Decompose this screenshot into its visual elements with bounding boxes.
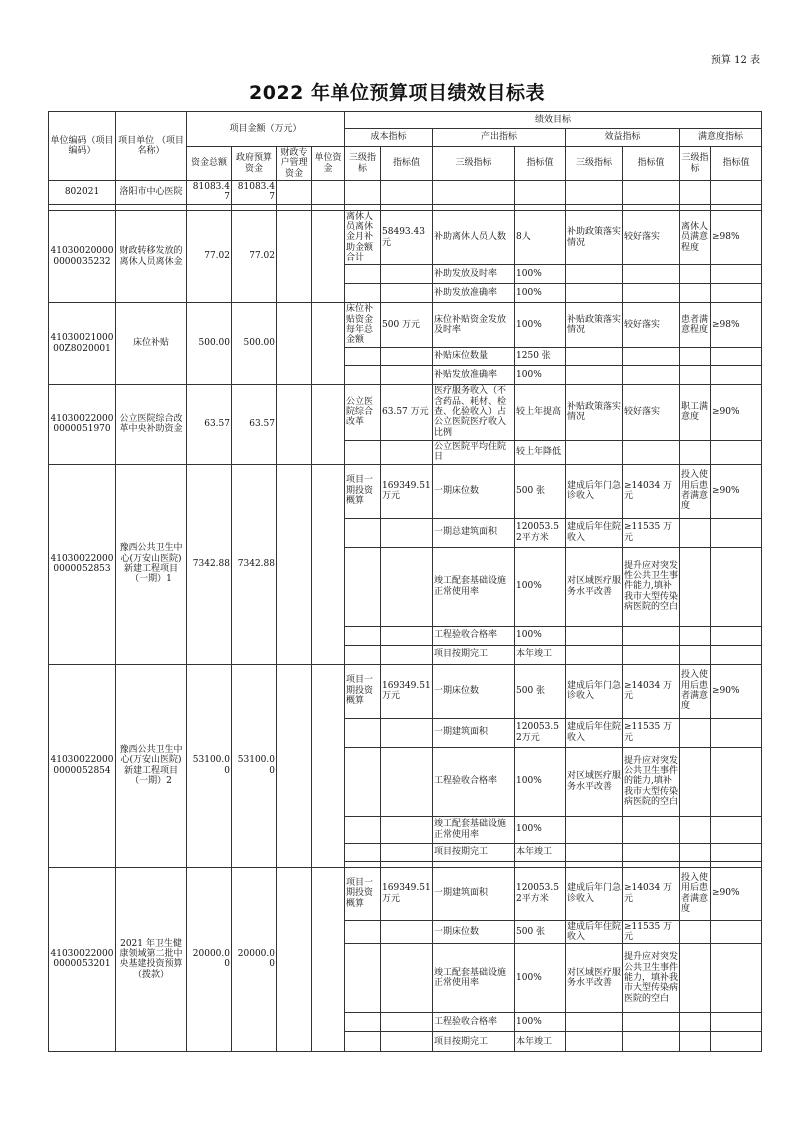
output-indicator: 项目按期完工 — [433, 645, 515, 664]
header-l3: 三级指标 — [680, 147, 711, 181]
output-indicator: 补助发放准确率 — [433, 284, 515, 303]
benefit-indicator: 建成后年住院收入 — [567, 921, 622, 942]
output-value: 100% — [515, 747, 566, 816]
benefit-value: ≥11535 万元 — [623, 518, 680, 547]
output-value: 120053.52万元 — [515, 718, 566, 747]
cost-indicator: 公立医院综合改革 — [345, 384, 381, 440]
output-value: 100% — [515, 944, 566, 1013]
satisfaction-value: ≥98% — [711, 303, 762, 347]
output-value: 本年竣工 — [515, 843, 566, 861]
header-gov: 政府预算资金 — [232, 147, 277, 181]
header-output: 产出指标 — [433, 129, 566, 147]
project-code: 410300220000000052854 — [49, 664, 116, 867]
benefit-value: 较好落实 — [623, 303, 680, 347]
header-cost: 成本指标 — [345, 129, 433, 147]
benefit-value: ≥11535 万元 — [623, 920, 680, 944]
benefit-indicator: 建成后年门急诊收入 — [566, 664, 623, 718]
output-value: 120053.52平方米 — [515, 518, 566, 547]
satisfaction-value: ≥90% — [711, 464, 762, 518]
cost-indicator: 离休人员离休金月补助金额合计 — [345, 210, 381, 265]
project-code: 410300200000000035232 — [49, 210, 116, 303]
output-indicator: 一期建筑面积 — [433, 718, 515, 747]
project-name: 床位补贴 — [116, 303, 187, 384]
benefit-indicator: 补助政策落实情况 — [566, 210, 623, 265]
header-total: 资金总额 — [187, 147, 232, 181]
benefit-value: 较好落实 — [623, 210, 680, 265]
output-indicator: 工程验收合格率 — [433, 1013, 515, 1032]
project-code: 410300220000000053201 — [49, 867, 116, 1052]
project-code: 410300220000000051970 — [49, 384, 116, 464]
output-value: 100% — [515, 626, 566, 645]
project-name: 公立医院综合改革中央补助资金 — [116, 384, 187, 464]
page-title: 2022 年单位预算项目绩效目标表 — [249, 82, 545, 104]
unit-total: 81083.47 — [187, 181, 232, 205]
output-indicator: 一期床位数 — [433, 464, 515, 518]
header-performance: 绩效目标 — [345, 112, 762, 129]
project-code: 410300220000000052853 — [49, 464, 116, 664]
benefit-value: ≥14034 万元 — [623, 867, 680, 920]
project-name: 豫西公共卫生中心(万安山医院)新建工程项目（一期）2 — [116, 664, 187, 867]
output-indicator: 一期床位数 — [433, 920, 515, 944]
table-row — [49, 303, 762, 347]
output-value: 较上年降低 — [515, 440, 566, 464]
benefit-indicator: 补贴政策落实情况 — [566, 303, 623, 347]
cost-value: 169349.51万元 — [381, 664, 433, 718]
header-value: 指标值 — [623, 147, 680, 181]
header-satisfaction: 满意度指标 — [680, 129, 762, 147]
satisfaction-value: ≥98% — [711, 210, 762, 265]
cost-indicator: 床位补贴资金每年总金额 — [345, 303, 381, 347]
benefit-indicator: 建成后年住院收入 — [566, 518, 623, 547]
output-indicator: 竣工配套基础设施正常使用率 — [433, 944, 515, 1013]
table-row — [49, 181, 762, 205]
table-row — [49, 384, 762, 440]
header-amount: 项目金额（万元） — [187, 112, 345, 147]
header-l3: 三级指标 — [345, 147, 381, 181]
project-gov: 53100.00 — [232, 664, 277, 867]
cost-indicator: 项目一期投资概算 — [345, 664, 381, 718]
output-indicator: 项目按期完工 — [433, 843, 515, 861]
output-indicator: 医疗服务收入（不含药品、耗材、检查、化验收入）占公立医院医疗收入比例 — [433, 384, 515, 440]
cost-value: 169349.51万元 — [381, 464, 433, 518]
satisfaction-value: ≥90% — [711, 867, 762, 920]
table-row — [49, 867, 762, 920]
output-value: 1250 张 — [515, 347, 566, 365]
project-total: 500.00 — [187, 303, 232, 384]
benefit-indicator: 建成后年住院收入 — [566, 718, 623, 747]
header-value: 指标值 — [381, 147, 433, 181]
output-indicator: 床位补贴资金发放及时率 — [433, 303, 515, 347]
output-indicator: 补贴发放准确率 — [433, 365, 515, 384]
satisfaction-indicator: 职工满意度 — [680, 384, 711, 440]
benefit-indicator: 对区域医疗服务水平改善 — [566, 747, 623, 816]
output-value: 100% — [515, 303, 566, 347]
output-value: 100% — [515, 816, 566, 843]
unit-gov: 81083.47 — [232, 181, 277, 205]
output-indicator: 工程验收合格率 — [433, 747, 515, 816]
benefit-value: 较好落实 — [623, 384, 680, 440]
table-row — [49, 664, 762, 718]
project-gov: 500.00 — [232, 303, 277, 384]
benefit-indicator: 建成后年门急诊收入 — [566, 867, 623, 920]
header-l3: 三级指标 — [433, 147, 515, 181]
output-indicator: 竣工配套基础设施正常使用率 — [433, 547, 515, 626]
output-value: 100% — [515, 284, 566, 303]
output-indicator: 工程验收合格率 — [433, 626, 515, 645]
unit-name: 洛阳市中心医院 — [116, 181, 187, 205]
satisfaction-value: ≥90% — [711, 664, 762, 718]
output-indicator: 补助发放及时率 — [433, 265, 515, 284]
benefit-indicator: 建成后年门急诊收入 — [566, 464, 623, 518]
project-total: 63.57 — [187, 384, 232, 464]
page-number: 预算 12 表 — [710, 55, 760, 66]
output-value: 本年竣工 — [515, 645, 566, 664]
satisfaction-indicator: 投入使用后患者满意度 — [680, 464, 711, 518]
header-l3: 三级指标 — [566, 147, 623, 181]
header-value: 指标值 — [711, 147, 762, 181]
satisfaction-value: ≥90% — [711, 384, 762, 440]
benefit-value: 提升应对突发公共卫生事件能力，填补我市大型传染病医院的空白 — [623, 944, 680, 1013]
output-value: 500 张 — [515, 464, 566, 518]
table-row — [49, 464, 762, 518]
output-value: 100% — [515, 547, 566, 626]
output-value: 较上年提高 — [515, 384, 566, 440]
output-value: 本年竣工 — [515, 1032, 566, 1052]
benefit-value: ≥11535 万元 — [623, 718, 680, 747]
output-indicator: 一期总建筑面积 — [433, 518, 515, 547]
benefit-value: ≥14034 万元 — [623, 664, 680, 718]
performance-table — [48, 111, 762, 1052]
benefit-value: 提升应对突发性公共卫生事件能力,填补我市大型传染病医院的空白 — [623, 547, 680, 626]
header-value: 指标值 — [515, 147, 566, 181]
project-gov: 63.57 — [232, 384, 277, 464]
header-benefit: 效益指标 — [566, 129, 680, 147]
satisfaction-indicator: 投入使用后患者满意度 — [680, 664, 711, 718]
output-value: 100% — [515, 365, 566, 384]
header-unit-name: 项目单位 （项目名称） — [116, 112, 187, 181]
output-value: 8人 — [515, 210, 566, 265]
output-value: 100% — [515, 265, 566, 284]
output-value: 500 张 — [515, 920, 566, 944]
project-gov: 77.02 — [232, 210, 277, 303]
cost-indicator: 项目一期投资概算 — [345, 867, 381, 920]
cost-value: 58493.43元 — [381, 210, 433, 265]
output-value: 500 张 — [515, 664, 566, 718]
header-special: 财政专户管理资金 — [277, 147, 312, 181]
project-code: 4103002100000Z8020001 — [49, 303, 116, 384]
table-row — [49, 210, 762, 265]
benefit-indicator: 补贴政策落实情况 — [566, 384, 623, 440]
cost-value: 500 万元 — [381, 303, 433, 347]
satisfaction-indicator: 投入使用后患者满意度 — [680, 867, 711, 920]
project-name: 豫西公共卫生中心(万安山医院)新建工程项目（一期）1 — [116, 464, 187, 664]
header-unit-fund: 单位资金 — [312, 147, 345, 181]
cost-indicator: 项目一期投资概算 — [345, 464, 381, 518]
project-gov: 20000.00 — [232, 867, 277, 1052]
project-total: 77.02 — [187, 210, 232, 303]
unit-code: 802021 — [49, 181, 116, 205]
benefit-indicator: 对区域医疗服务水平改善 — [566, 547, 623, 626]
benefit-value: 提升应对突发公共卫生事件的能力,填补我市大型传染病医院的空白 — [623, 747, 680, 816]
output-indicator: 一期建筑面积 — [433, 867, 515, 920]
project-total: 53100.00 — [187, 664, 232, 867]
cost-value: 169349.51万元 — [381, 867, 433, 920]
satisfaction-indicator: 患者满意程度 — [680, 303, 711, 347]
project-gov: 7342.88 — [232, 464, 277, 664]
output-indicator: 一期床位数 — [433, 664, 515, 718]
benefit-indicator: 对区域医疗服务水平改善 — [566, 944, 623, 1013]
output-value: 100% — [515, 1013, 566, 1032]
benefit-value: ≥14034 万元 — [623, 464, 680, 518]
project-name: 2021 年卫生健康领域第二批中央基建投资预算（拨款） — [116, 867, 187, 1052]
header-unit-code: 单位编码（项目编码） — [49, 112, 116, 181]
project-total: 20000.00 — [187, 867, 232, 1052]
satisfaction-indicator: 离休人员满意程度 — [680, 210, 711, 265]
cost-value: 63.57 万元 — [381, 384, 433, 440]
output-indicator: 项目按期完工 — [433, 1032, 515, 1052]
project-name: 财政转移发放的离休人员离休金 — [116, 210, 187, 303]
output-indicator: 公立医院平均住院日 — [433, 440, 515, 464]
output-indicator: 补贴床位数量 — [433, 347, 515, 365]
project-total: 7342.88 — [187, 464, 232, 664]
output-value: 120053.52平方米 — [515, 867, 566, 920]
output-indicator: 补助离休人员人数 — [433, 210, 515, 265]
output-indicator: 竣工配套基础设施正常使用率 — [433, 816, 515, 843]
